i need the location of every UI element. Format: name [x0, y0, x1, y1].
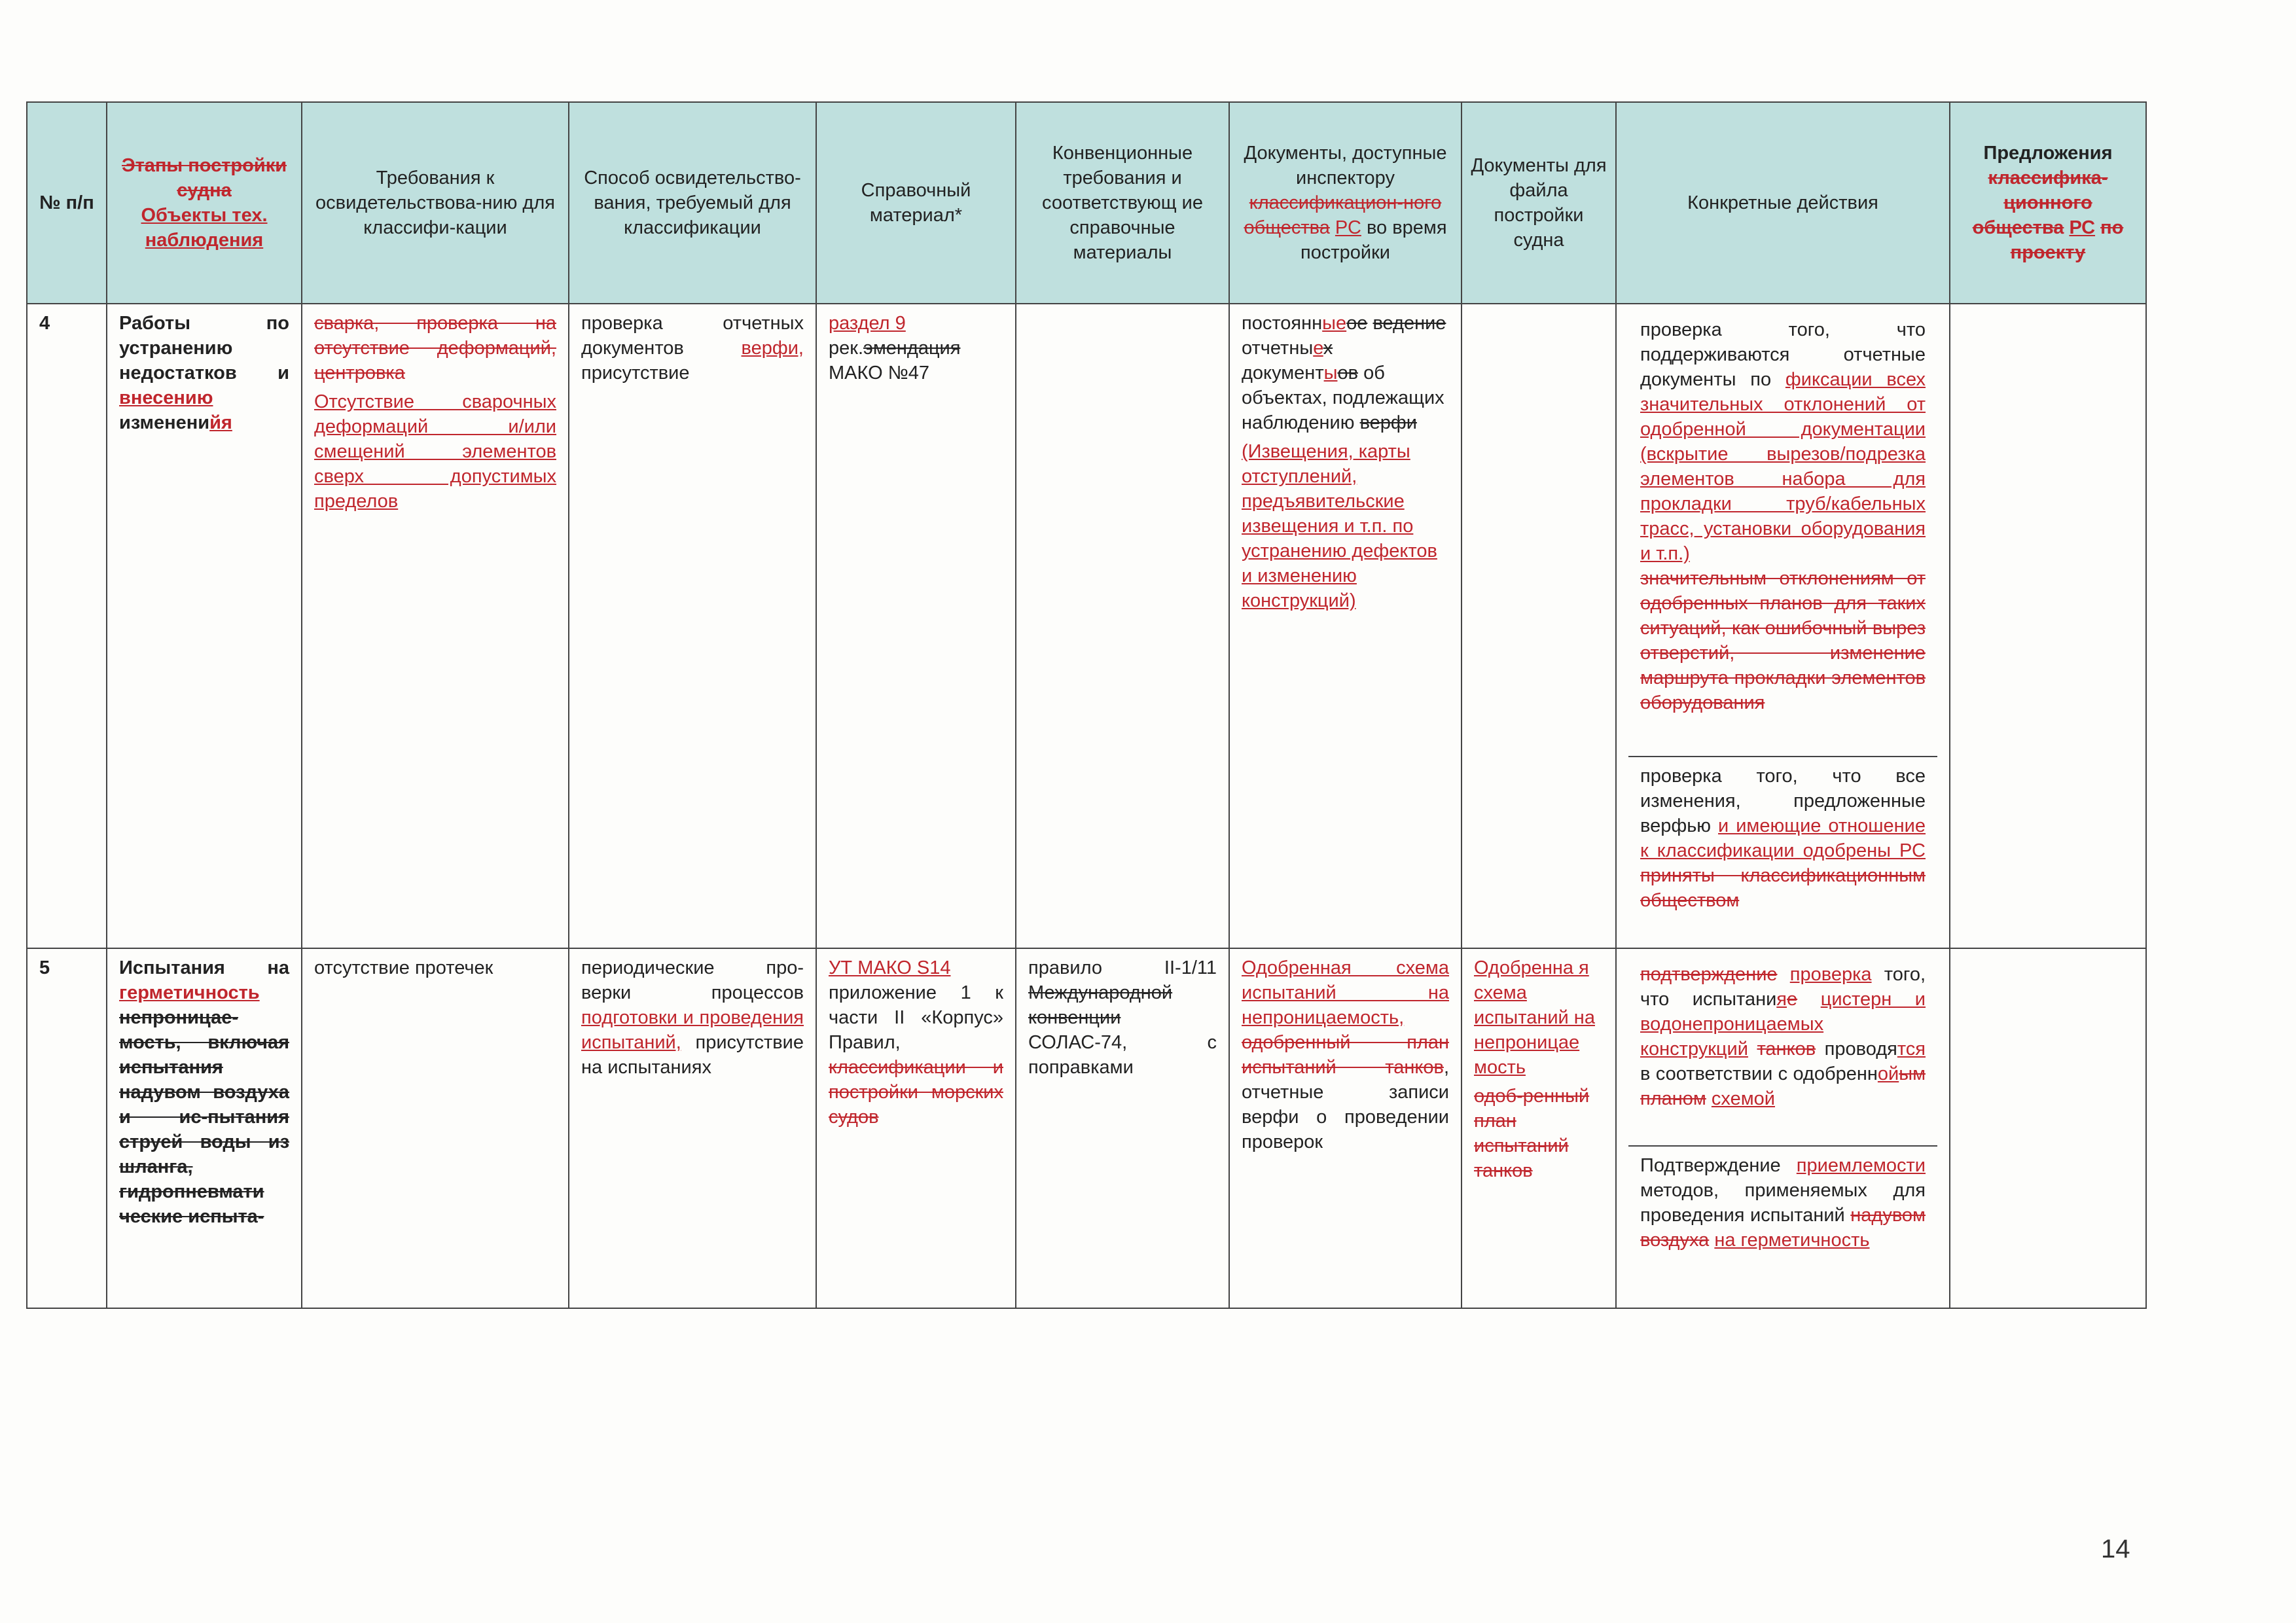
row-inspector-docs: постоянныеое ведение отчетныех документыов об объектах, подлежащих наблюдению верфи (Извещения, карты отступлений, предъявительские извещения и т.п. по устранению дефектов и изменению конструкций) — [1229, 304, 1462, 948]
row-conventions: правило II-1/11 Международной конвенции СОЛАС-74, с поправками — [1016, 948, 1229, 1308]
header-actions: Конкретные действия — [1616, 102, 1950, 304]
row-method: периодические про-верки процессов подготовки и проведения испытаний, присутствие на испытаниях — [569, 948, 816, 1308]
row-stage: Испытания на герметичность непроницае-мость, включая испытания надувом воздуха и ис-пытания струей воды из шланга, гидропневмати ческие испыта- — [107, 948, 302, 1308]
row-inspector-docs: Одобренная схема испытаний на непроницаемость, одобренный план испытаний танков, отчетные записи верфи о проведении проверок — [1229, 948, 1462, 1308]
header-reference: Справочный материал* — [816, 102, 1016, 304]
row-requirements: отсутствие протечек — [302, 948, 569, 1308]
header-file-docs: Документы для файла постройки судна — [1462, 102, 1616, 304]
row-number: 5 — [27, 948, 107, 1308]
row-stage: Работы по устранению недостатков и внесению измененийя — [107, 304, 302, 948]
row-file-docs — [1462, 304, 1616, 948]
row-conventions — [1016, 304, 1229, 948]
header-conventions: Конвенционные требования и соответствующ ие справочные материалы — [1016, 102, 1229, 304]
table-header-row — [27, 102, 2146, 304]
header-inspector-docs: Документы, доступные инспектору классификацион-ного общества РС во время постройки — [1229, 102, 1462, 304]
row-requirements: сварка, проверка на отсутствие деформаций, центровка Отсутствие сварочных деформаций и/или смещений элементов сверх допустимых пределов — [302, 304, 569, 948]
requirements-table — [26, 101, 2147, 1309]
header-proposals: Предложения классифика-ционного общества РС по проекту — [1950, 102, 2146, 304]
table-row — [27, 304, 2146, 948]
header-number: № п/п — [27, 102, 107, 304]
row-method: проверка отчетных документов верфи, присутствие — [569, 304, 816, 948]
row-actions: проверка того, что поддерживаются отчетные документы по фиксации всех значительных отклонений от одобренной документации (вскрытие вырезов/подрезка элементов набора для прокладки труб/кабельных трасс, установки оборудования и т.п.) значительным отклонениям от одобренных планов для таких ситуаций, как ошибочный вырез отверстий, изменение маршрута прокладки элементов оборудования проверка того, что все изменения, предложенные верфью и имеющие отношение к классификации одобрены РС приняты классификационным обществом — [1616, 304, 1950, 948]
page-number: 14 — [2101, 1535, 2130, 1563]
header-method: Способ освидетельство-вания, требуемый для классификации — [569, 102, 816, 304]
row-reference: раздел 9 рек.эмендация МАКО №47 — [816, 304, 1016, 948]
header-requirements: Требования к освидетельствова-нию для классифи-кации — [302, 102, 569, 304]
row-proposals — [1950, 948, 2146, 1308]
row-number: 4 — [27, 304, 107, 948]
row-proposals — [1950, 304, 2146, 948]
row-actions: подтверждение проверка того, что испытанияе цистерн и водонепроницаемых конструкций танков проводятся в соответствии с одобреннойым планом схемой Подтверждение приемлемости методов, применяемых для проведения испытаний надувом воздуха на герметичность — [1616, 948, 1950, 1308]
row-reference: УТ МАКО S14 приложение 1 к части II «Корпус» Правил, классификации и постройки морских судов — [816, 948, 1016, 1308]
table-row — [27, 948, 2146, 1308]
row-file-docs: Одобренна я схема испытаний на непроницае мость одоб-ренный план испытаний танков — [1462, 948, 1616, 1308]
header-stages: Этапы постройки судна Объекты тех. наблюдения — [107, 102, 302, 304]
